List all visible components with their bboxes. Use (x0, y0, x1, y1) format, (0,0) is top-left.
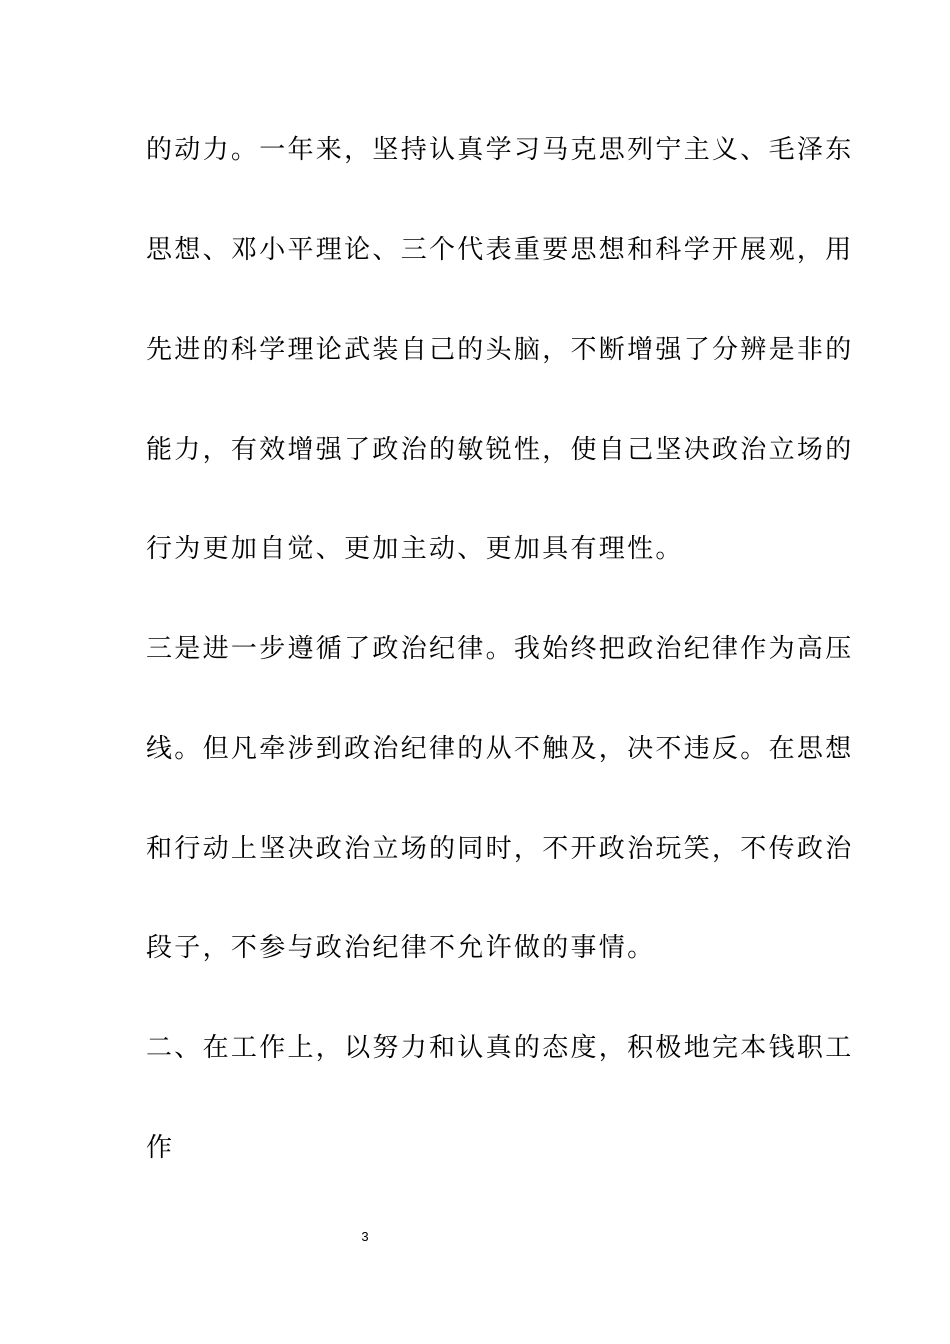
text-line: 线。但凡牵涉到政治纪律的从不触及，决不违反。在思想 (146, 734, 854, 764)
text-line: 能力，有效增强了政治的敏锐性，使自己坚决政治立场的 (146, 435, 854, 465)
text-line: 三是进一步遵循了政治纪律。我始终把政治纪律作为高压 (146, 634, 854, 664)
text-line: 行为更加自觉、更加主动、更加具有理性。 (146, 534, 684, 564)
text-line: 作 (146, 1133, 175, 1163)
text-line: 先进的科学理论武装自己的头脑，不断增强了分辨是非的 (146, 335, 854, 365)
text-line: 和行动上坚决政治立场的同时，不开政治玩笑，不传政治 (146, 834, 854, 864)
page-number: 3 (361, 1229, 369, 1244)
text-line: 的动力。一年来，坚持认真学习马克思列宁主义、毛泽东 (146, 135, 854, 165)
text-line: 二、在工作上，以努力和认真的态度，积极地完本钱职工 (146, 1033, 854, 1063)
text-line: 思想、邓小平理论、三个代表重要思想和科学开展观，用 (146, 235, 854, 265)
text-line: 段子，不参与政治纪律不允许做的事情。 (146, 933, 656, 963)
